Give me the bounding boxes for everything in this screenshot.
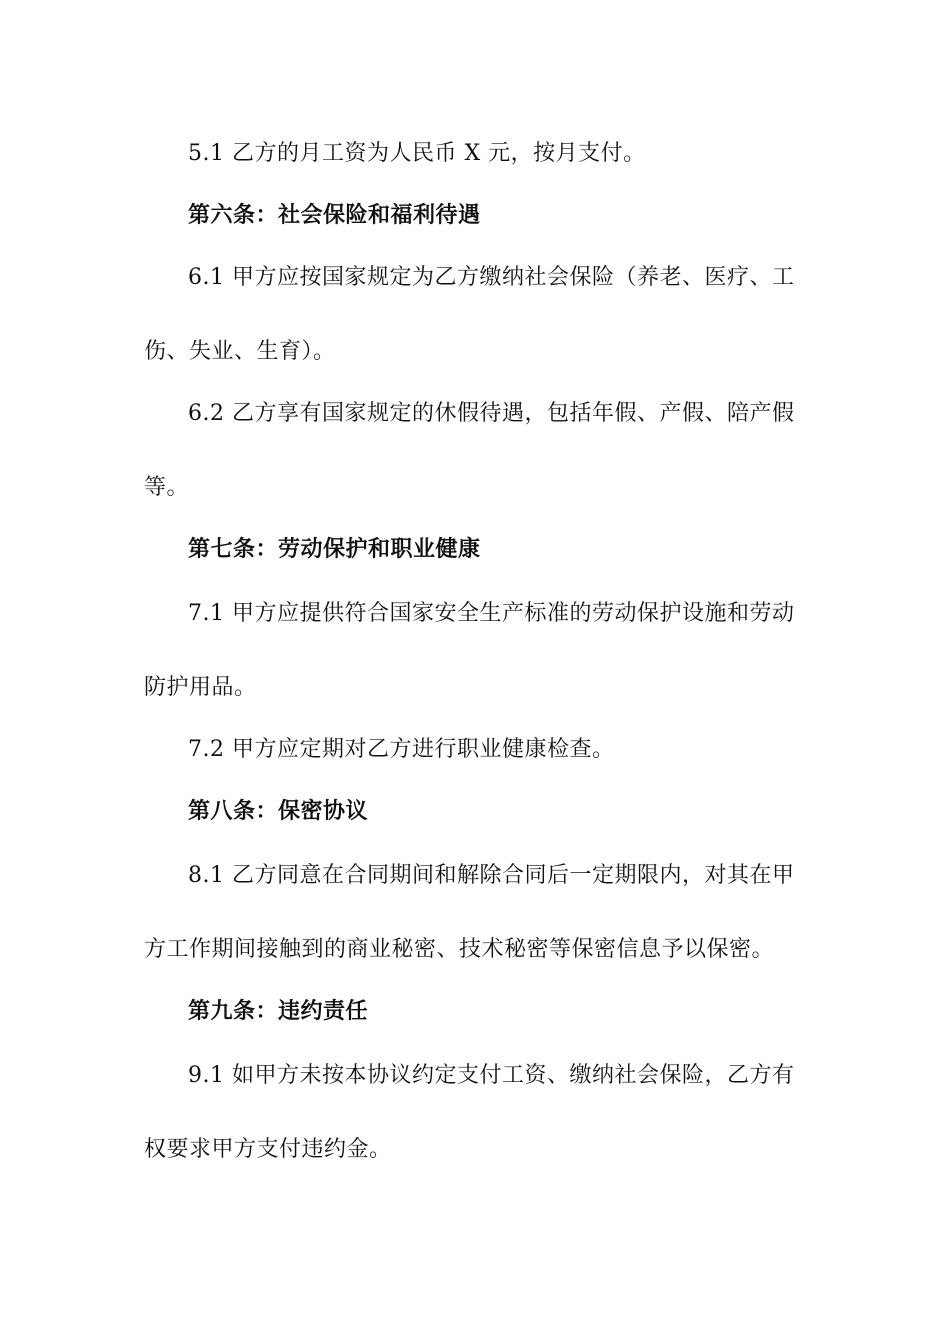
clause-9-1-line-1: 9.1 如甲方未按本协议约定支付工资、缴纳社会保险，乙方有 bbox=[188, 1063, 795, 1088]
clause-5-1-line-1: 5.1 乙方的月工资为人民币 X 元，按月支付。 bbox=[188, 141, 646, 166]
heading-article-7: 第七条：劳动保护和职业健康 bbox=[188, 537, 481, 562]
clause-7-1-line-2: 防护用品。 bbox=[144, 675, 257, 700]
clause-6-2-line-2: 等。 bbox=[144, 475, 190, 500]
clause-7-2-line-1: 7.2 甲方应定期对乙方进行职业健康检查。 bbox=[188, 737, 615, 762]
heading-article-9: 第九条：违约责任 bbox=[188, 999, 369, 1024]
clause-9-1-line-2: 权要求甲方支付违约金。 bbox=[144, 1137, 392, 1162]
heading-article-8: 第八条：保密协议 bbox=[188, 799, 369, 824]
clause-6-2-line-1: 6.2 乙方享有国家规定的休假待遇，包括年假、产假、陪产假 bbox=[188, 401, 795, 426]
clause-6-1-line-2: 伤、失业、生育）。 bbox=[144, 339, 336, 364]
clause-8-1-line-2: 方工作期间接触到的商业秘密、技术秘密等保密信息予以保密。 bbox=[144, 937, 775, 962]
heading-article-6: 第六条：社会保险和福利待遇 bbox=[188, 203, 481, 228]
clause-8-1-line-1: 8.1 乙方同意在合同期间和解除合同后一定期限内，对其在甲 bbox=[188, 863, 795, 888]
clause-6-1-line-1: 6.1 甲方应按国家规定为乙方缴纳社会保险（养老、医疗、工 bbox=[188, 265, 795, 290]
clause-7-1-line-1: 7.1 甲方应提供符合国家安全生产标准的劳动保护设施和劳动 bbox=[188, 601, 795, 626]
